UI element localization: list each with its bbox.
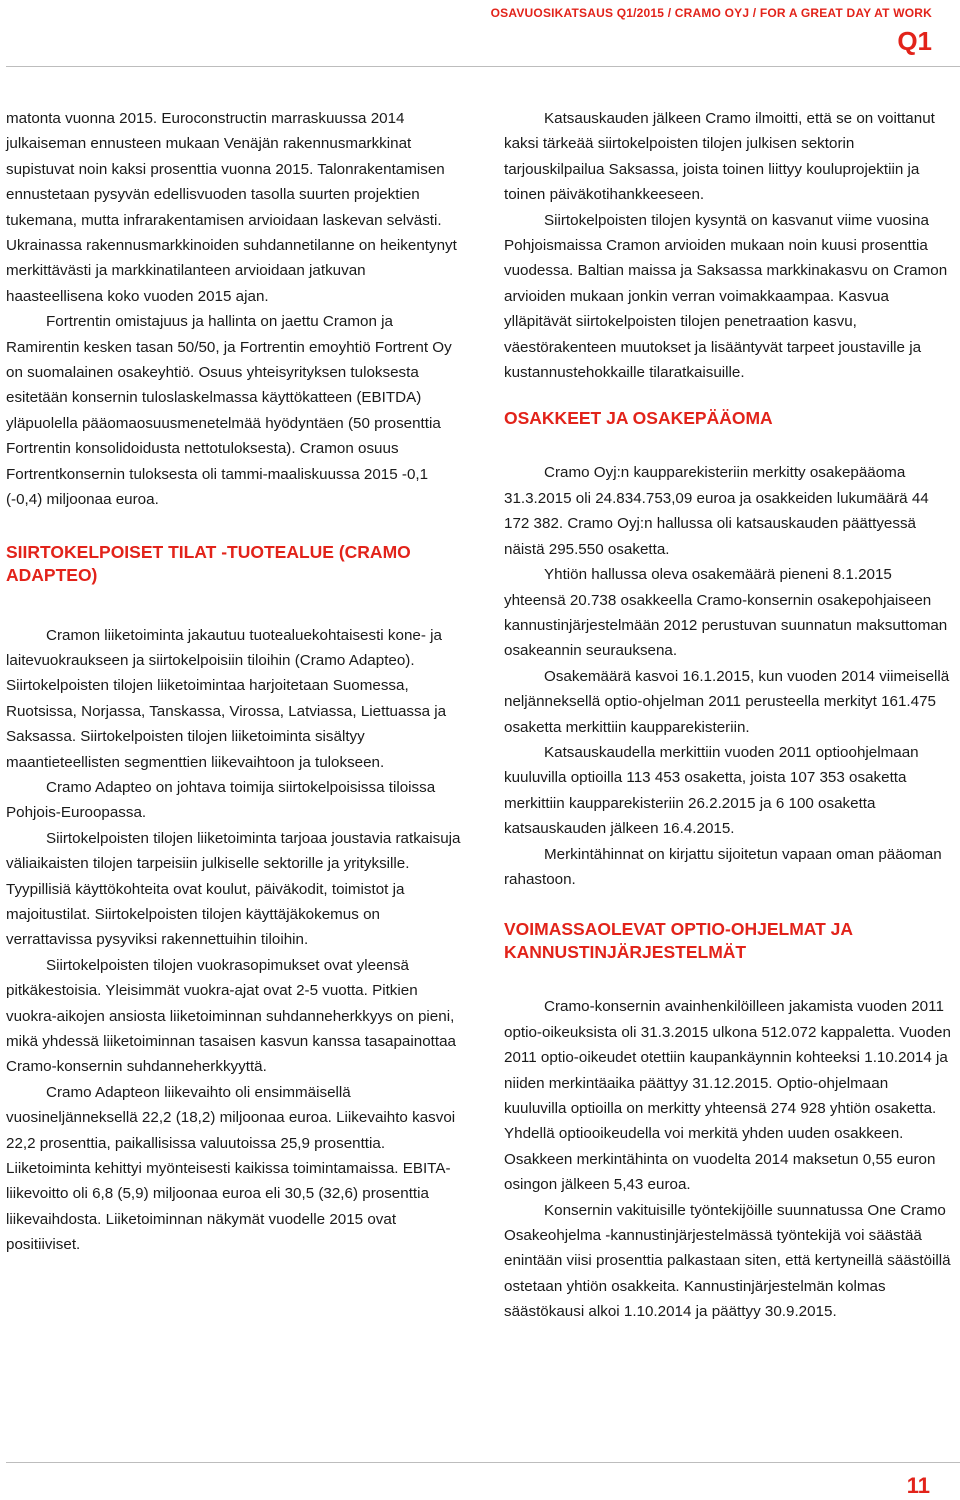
- quarter-label: Q1: [897, 26, 932, 56]
- paragraph: Siirtokelpoisten tilojen kysyntä on kasvanut viime vuosina Pohjoismaissa Cramon arvioiden mukaan noin kuusi prosenttia vuodessa. Baltian maissa ja Saksassa markkinakasvu on Cramon arvioiden mukaan jonkin verran voimakkaampaa. Kasvua ylläpitävät siirtokelpoisten tilojen penetraation kasvu, väestörakenteen muutokset ja lisääntyvät tarpeet joustaville ja kustannustehokkaille tilaratkaisuille.: [504, 211, 948, 382]
- paragraph: matonta vuonna 2015. Euroconstructin marraskuussa 2014 julkaiseman ennusteen mukaan Venäjän rakennusmarkkinat supistuvat noin kaksi prosenttia vuonna 2015. Talonrakentamisen ennustetaan pysyvän edellisvuoden tasolla suurten projektien tukemana, mutta infrarakentamisen arvioidaan laskevan selvästi. Ukrainassa rakennusmarkkinoiden suhdannetilanne on heikentynyt merkittävästi ja markkinatilanteen arvioidaan jatkuvan haasteellisena koko vuoden 2015 ajan.: [6, 110, 457, 305]
- paragraph: Katsauskaudella merkittiin vuoden 2011 optioohjelmaan kuuluvilla optioilla 113 453 osaketta, joista 107 353 osaketta merkittiin kaupparekisteriin 26.2.2015 ja 6 100 osaketta katsauskauden jälkeen 16.4.2015.: [504, 743, 919, 838]
- page-number: 11: [906, 1473, 930, 1498]
- section-heading-shares: OSAKKEET JA OSAKEPÄÄOMA: [504, 408, 773, 429]
- paragraph: Cramo Oyj:n kaupparekisteriin merkitty osakepääoma 31.3.2015 oli 24.834.753,09 euroa ja osakkeiden lukumäärä 44 172 382. Cramo Oyj:n hallussa oli katsauskauden päättyessä näistä 295.550 osaketta.: [504, 464, 929, 558]
- paragraph: Cramo-konsernin avainhenkilöilleen jakamista vuoden 2011 optio-oikeuksista oli 31.3.2015 ulkona 512.072 kappaletta. Vuoden 2011 optio-oikeudet otettiin kaupankäynnin kohteeksi 1.10.2014 ja niiden merkintäaika päättyy 31.12.2015. Optio-ohjelmaan kuuluvilla optioilla on merkitty yhteensä 274 928 yhtiön osaketta. Yhdellä optiooikeudella voi merkitä yhden uuden osakkeen. Osakkeen merkintähinta on vuodelta 2014 maksetun 0,55 euron osingon jälkeen 5,43 euroa.: [504, 998, 951, 1194]
- paragraph: Osakemäärä kasvoi 16.1.2015, kun vuoden 2014 viimeisellä neljänneksellä optio-ohjelman 2011 perusteella merkityt 161.475 osaketta merkittiin kaupparekisteriin.: [504, 667, 950, 736]
- document-running-title: OSAVUOSIKATSAUS Q1/2015 / CRAMO OYJ / FOR A GREAT DAY AT WORK: [490, 6, 932, 20]
- header-divider: [6, 66, 960, 67]
- paragraph: Cramon liiketoiminta jakautuu tuotealuekohtaisesti kone- ja laitevuokraukseen ja siirtokelpoisiin tiloihin (Cramo Adapteo). Siirtokelpoisten tilojen liiketoimintaa harjoitetaan Suomessa, Ruotsissa, Norjassa, Tanskassa, Virossa, Latviassa, Liettuassa ja Saksassa. Siirtokelpoisten tilojen liiketoiminta sisältyy maantieteellisten segmenttien liikevaihtoon ja tulokseen.: [6, 626, 447, 771]
- paragraph: Cramo Adapteon liikevaihto oli ensimmäisellä vuosineljänneksellä 22,2 (18,2) miljoonaa euroa. Liikevaihto kasvoi 22,2 prosenttia, paikallisissa valuutoissa 25,9 prosenttia. Liiketoiminta kehittyi myönteisesti kaikissa toimintamaissa. EBITA-liikevoitto oli 6,8 (5,9) miljoonaa euroa eli 30,5 (32,6) prosenttia liikevaihdosta. Liiketoiminnan näkymät vuodelle 2015 ovat positiiviset.: [6, 1083, 456, 1254]
- left-column: [6, 106, 462, 1258]
- paragraph: Fortrentin omistajuus ja hallinta on jaettu Cramon ja Ramirentin kesken tasan 50/50, ja Fortrentin emoyhtiö Fortrent Oy on suomalainen osakeyhtiö. Osuus yhteisyrityksen tuloksesta esitetään konsernin tuloslaskelmassa käyttökatteen (EBITDA) yläpuolella pääomaosuusmenetelmää hyödyntäen (50 prosenttia Fortrentin konsolidoidusta nettotuloksesta). Cramon osuus Fortrentkonsernin tuloksesta oli tammi-maaliskuussa 2015 -0,1 (-0,4) miljoonaa euroa.: [6, 313, 452, 509]
- paragraph: Cramo Adapteo on johtava toimija siirtokelpoisissa tiloissa Pohjois-Euroopassa.: [6, 778, 436, 822]
- paragraph: Yhtiön hallussa oleva osakemäärä pieneni 8.1.2015 yhteensä 20.738 osakkeella Cramo-konsernin osakepohjaiseen kannustinjärjestelmään 2012 perustuvan suunnatun maksuttoman osakeannin seurauksena.: [504, 566, 948, 660]
- paragraph: Katsauskauden jälkeen Cramo ilmoitti, että se on voittanut kaksi tärkeää siirtokelpoisten tilojen julkisen sektorin tarjouskilpailua Saksassa, joista toinen liittyy kouluprojektiin ja toinen päiväkotihankkeeseen.: [504, 110, 935, 204]
- section-heading-adapteo: SIIRTOKELPOISET TILAT -TUOTEALUE (CRAMO ADAPTEO): [6, 541, 411, 585]
- footer-divider: [6, 1462, 960, 1463]
- paragraph: Siirtokelpoisten tilojen vuokrasopimukset ovat yleensä pitkäkestoisia. Yleisimmät vuokra-ajat ovat 2-5 vuotta. Pitkien vuokra-aikojen ansiosta liiketoiminnan suhdanneherkkyys on pieni, mikä yhdessä liiketoiminnan tasaisen kasvun kanssa tasapainottaa Cramo-konsernin suhdanneherkkyyttä.: [6, 956, 456, 1076]
- paragraph: Siirtokelpoisten tilojen liiketoiminta tarjoaa joustavia ratkaisuja väliaikaisten tilojen tarpeisiin julkiselle sektorille ja yrityksille. Tyypillisiä käyttökohteita ovat koulut, päiväkodit, toimistot ja majoitustilat. Siirtokelpoisten tilojen käyttäjäkokemus on verrattavissa pysyviksi rakennettuihin tiloihin.: [6, 829, 461, 949]
- right-column: [504, 106, 954, 1325]
- section-heading-options: VOIMASSAOLEVAT OPTIO-OHJELMAT JA KANNUSTINJÄRJESTELMÄT: [504, 919, 853, 963]
- paragraph: Konsernin vakituisille työntekijöille suunnatussa One Cramo Osakeohjelma -kannustinjärjestelmässä työntekijä voi säästää enintään viisi prosenttia palkastaan siten, että kertyneillä säästöillä ostetaan yhtiön osakkeita. Kannustinjärjestelmän kolmas säästökausi alkoi 1.10.2014 ja päättyy 30.9.2015.: [504, 1201, 951, 1321]
- paragraph: Merkintähinnat on kirjattu sijoitetun vapaan oman pääoman rahastoon.: [504, 845, 942, 888]
